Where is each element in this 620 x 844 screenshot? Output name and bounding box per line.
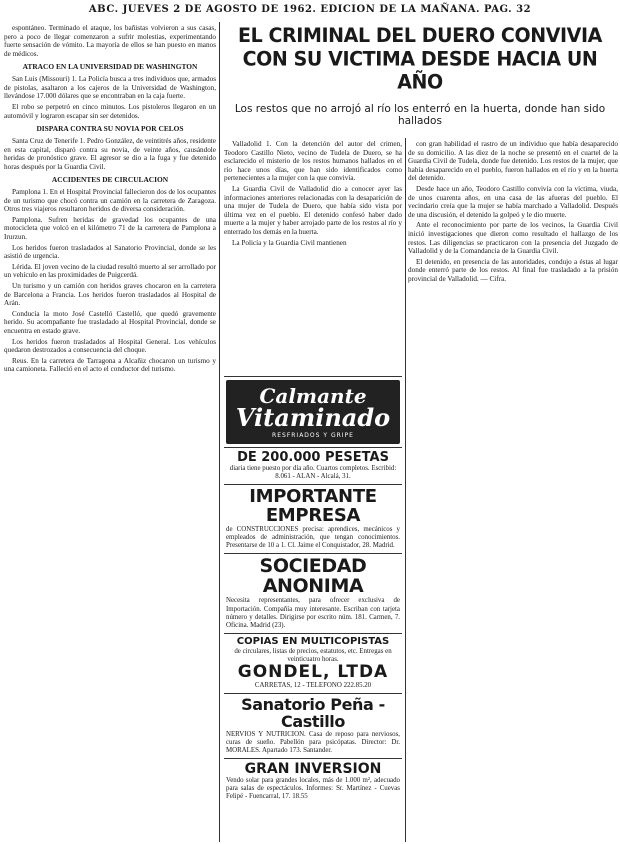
article-text: Santa Cruz de Tenerife 1. Pedro González, de veintitrés años, residente en esta capital, disparó contra su novia, de veinte años, causándole heridas de pronóstico grave. El agresor se dio a la fuga y fue detenido horas después por la Guardia Civil.	[4, 136, 216, 171]
ad-gran-inversion	[224, 758, 402, 804]
ad-text: NERVIOS Y NUTRICION. Casa de reposo para nerviosos, curas de sueño. Pabellón para psicópatas. Director: Dr. MORALES. Apartado 173. Santander.	[226, 730, 400, 755]
article-text: La Guardia Civil de Valladolid dio a conocer ayer las informaciones anteriores relacionadas con la desaparición de una mujer de Tudela de Duero, que había sido vista por última vez en el pueblo. El detenido confesó haber dado muerte a la mujer y haber arrojado parte de los restos al río y enterrado los demás en la huerta.	[224, 184, 402, 236]
ad-text: de CONSTRUCCIONES precisa: aprendices, mecánicos y empleados de administración, que tengan conocimientos. Presentarse de 10 a 1. Cl. Jaime el Conquistador, 28. Madrid.	[226, 525, 400, 550]
ad-importante	[224, 484, 402, 553]
column-middle	[224, 140, 402, 370]
calmante-logo	[226, 380, 400, 444]
ad-title: IMPORTANTE EMPRESA	[249, 486, 377, 526]
ad-title: COPIAS EN MULTICOPISTAS	[236, 636, 390, 648]
column-right	[408, 140, 618, 842]
brand-tagline: RESFRIADOS Y GRIPE	[272, 431, 354, 439]
ad-text: Vendo solar para grandes locales, más de 1.000 m², adecuado para salas de espectáculos. Informes: Sr. Martínez - Cuevas Felipé - Fuencarral, 17. 18.55	[226, 776, 400, 801]
page-header: ABC. JUEVES 2 DE AGOSTO DE 1962. EDICION DE LA MAÑANA. PAG. 32	[88, 4, 532, 15]
column-divider	[219, 22, 220, 842]
article-text: Reus. En la carretera de Tarragona a Alcañiz chocaron un turismo y una camioneta. Falleció en el acto el conductor del turismo.	[4, 356, 216, 374]
headline-deck: Los restos que no arrojó al río los enterró en la huerta, donde han sido hallados	[234, 103, 606, 127]
classified-ads	[224, 376, 402, 805]
article-text: Ante el reconocimiento por parte de los vecinos, la Guardia Civil inició investigaciones que dieron como resultado el hallazgo de los restos. Las diligencias se practicaron con la presencia del Juzgado de Valladolid y de la Comandancia de la Guardia Civil.	[408, 221, 618, 256]
section-heading: ACCIDENTES DE CIRCULACION	[51, 175, 169, 185]
article-text: San Luis (Missouri) 1. La Policía busca a tres individuos que, armados de pistolas, asaltaron a los cajeros de la Universidad de Washington, llevándose 17.000 dólares que se encontraban en la caja fuerte.	[4, 75, 216, 101]
column-divider	[405, 138, 406, 842]
ad-text: CARRETAS, 12 - TELEFONO 222.85.20	[254, 681, 372, 689]
ad-title: Sanatorio Peña - Castillo	[241, 695, 385, 731]
article-text: Los heridos fueron trasladados al Hospital General. Los vehículos quedaron destrozados a consecuencia del choque.	[4, 337, 216, 355]
ad-text: de circulares, listas de precios, estatutos, etc. Entregas en veinticuatro horas.	[234, 647, 392, 663]
ad-title: SOCIEDAD ANONIMA	[259, 555, 367, 598]
ad-calmante	[224, 376, 402, 447]
ad-copias	[224, 633, 402, 693]
article-text: Desde hace un año, Teodoro Castillo convivía con la víctima, viuda, de unos cuarenta años, en una casa de las afueras del pueblo. El vecindario creía que la mujer se había marchado a Valladolid. Después de una discusión, el detenido la golpeó y le dio muerte.	[408, 184, 618, 219]
section-heading: ATRACO EN LA UNIVERSIDAD DE WASHINGTON	[22, 62, 198, 72]
article-text: La Policía y la Guardia Civil mantienen	[232, 238, 347, 247]
brand-subname: Vitaminado	[235, 402, 391, 432]
column-left	[4, 24, 216, 842]
article-text: Lérida. El joven vecino de la ciudad resultó muerto al ser arrollado por un vehículo en las proximidades de Puigcerdá.	[4, 262, 216, 280]
section-heading: DISPARA CONTRA SU NOVIA POR CELOS	[36, 124, 184, 134]
ad-title: GONDEL, LTDA	[237, 662, 389, 683]
ad-title: GRAN INVERSION	[244, 761, 382, 778]
article-text: Pamplona. Sufren heridas de gravedad los ocupantes de una motocicleta que volcó en el kilómetro 71 de la carretera de Pamplona a Irurzun.	[4, 215, 216, 242]
article-text: Conducía la moto José Castelló Castelló, que quedó gravemente herido. Su acompañante fue trasladado al Hospital Provincial, donde se encuentra en estado grave.	[4, 309, 216, 336]
main-headline: EL CRIMINAL DEL DUERO CONVIVIA CON SU VICTIMA DESDE HACIA UN AÑO	[238, 24, 602, 94]
article-text: El robo se perpetró en cinco minutos. Los pistoleros llegaron en un automóvil y lograron escapar sin ser detenidos.	[4, 102, 216, 120]
ad-sociedad	[224, 553, 402, 633]
ad-sanatorio	[224, 693, 402, 758]
ad-text: diaria tiene puesto por día año. Cuartos completos. Escribid: 8.061 - ALAN - Alcalá, 31.	[229, 464, 397, 480]
brand-name: Calmante	[259, 383, 367, 408]
article-text: El detenido, en presencia de las autoridades, condujo a éstas al lugar donde enterró parte de los restos. Al final fue trasladado a la prisión provincial de Valladolid. — Cifra.	[408, 257, 618, 283]
ad-200000	[224, 447, 402, 484]
article-text: Los heridos fueron trasladados al Sanatorio Provincial, donde se les asistió de urgencia.	[4, 243, 216, 261]
ad-text: Necesita representantes, para ofrecer exclusiva de Importación. Compañía muy interesante. Escriban con tarjeta número y detalles. Dirigirse por escrito núm. 181. Carmen, 7. Oficina. Madrid (23).	[226, 597, 400, 629]
ad-title: DE 200.000 PESETAS	[237, 450, 389, 465]
article-text: espontáneo. Terminado el ataque, los bañistas volvieron a sus casas, pero a poco de llegar comenzaron a sufrir molestias, experimentando fuerte sensación de vómito. La mayoría de ellos se han puesto en manos de médicos.	[4, 24, 216, 58]
article-text: Un turismo y un camión con heridos graves chocaron en la carretera de Barcelona a Francia. Los heridos fueron trasladados al Hospital de Arán.	[4, 282, 216, 308]
article-text: Valladolid 1. Con la detención del autor del crimen, Teodoro Castillo Nieto, vecino de Tudela de Duero, se ha esclarecido el misterio de los restos humanos hallados en el río hace unos días, que han sido identificados como pertenecientes a la mujer con la que convivía.	[224, 140, 402, 183]
article-text: Pamplona 1. En el Hospital Provincial fallecieron dos de los ocupantes de un turismo que chocó contra un camión en la carretera de Zaragoza. Otros tres viajeros resultaron heridos de diversa consideración.	[4, 188, 216, 214]
article-text: con gran habilidad el rastro de un individuo que había desaparecido de su domicilio. A las diez de la noche se presentó en el cuartel de la Guardia Civil de Tudela, donde fue detenido. Los restos de la mujer, que había desaparecido en el pueblo, fueron hallados en el río y en la huerta del detenido.	[408, 140, 618, 183]
